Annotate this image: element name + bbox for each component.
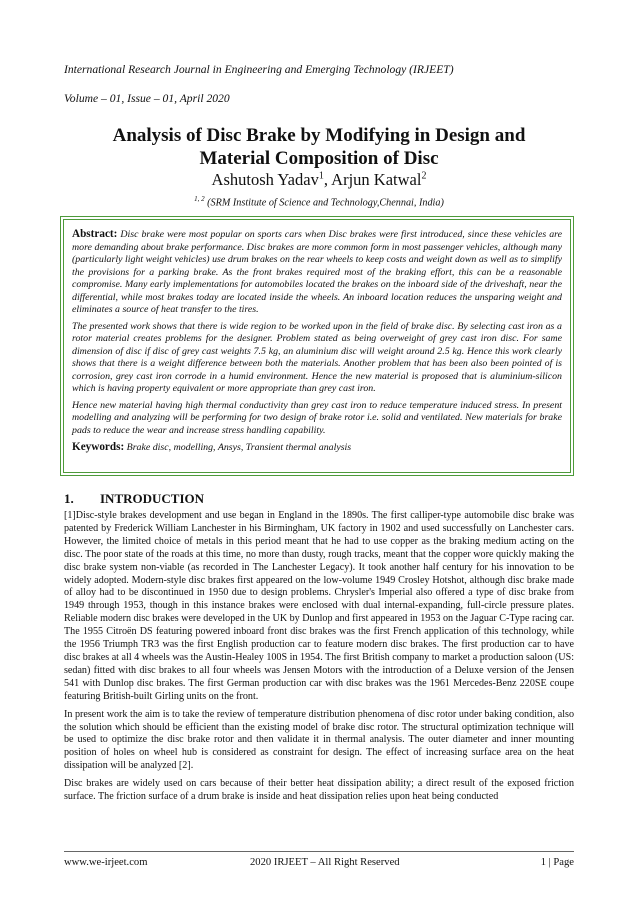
author-list (64, 170, 574, 190)
section-title: INTRODUCTION (100, 491, 205, 506)
abstract-paragraph-2: The presented work shows that there is wide region to be worked upon in the field of brake disc. By selecting cast iron as a rotor material creates problems for the designer. Problem stated as being overweight of grey cast iron disc. For same dimension of disc if disc of grey cast weights 7.5 kg, an aluminium disc will weight around 2.5 kg. Hence this work clearly shows that there is a weight difference between both the materials. Another problem that has been also been pointed of is corrosion, grey cast iron corrode in a humid environment. Hence the new material is proposed that is aluminium-silicon which is having property equivalent or more appropriate than grey cast iron. (72, 320, 562, 394)
author-separator: , (323, 170, 332, 189)
abstract-box (60, 216, 574, 476)
keywords-line (72, 441, 562, 455)
introduction-body (64, 510, 574, 809)
keywords-text: Brake disc, modelling, Ansys, Transient thermal analysis (124, 442, 352, 453)
author-1-affiliation-mark: 1 (318, 170, 324, 182)
affiliation (64, 195, 574, 208)
introduction-paragraph-3: Disc brakes are widely used on cars because of their better heat dissipation ability; a direct result of the exposed friction surface. The friction surface of a drum brake is inside and heat dissipation relies upon heat being conducted (64, 778, 574, 803)
volume-info: Volume – 01, Issue – 01, April 2020 (64, 92, 230, 105)
introduction-paragraph-2: In present work the aim is to take the review of temperature distribution phenomena of disc rotor under baking condition, also the solution which should be efficient than the existing model of brake disc rotor. The structural optimization technique will be used to optimize the disc brake rotor and then validate it in thermal analysis. The outer diameter and inner mounting position of holes on wheel hub is considered as constraint for design. The effect of increasing surface area on the heat dissipation will be analyzed [2]. (64, 708, 574, 772)
keywords-label: Keywords: (72, 441, 125, 453)
section-heading-introduction (64, 491, 204, 507)
abstract-text-1: Disc brake were most popular on sports cars when Disc brakes were first introduced, since these vehicles are more demanding about brake performance. Disc brakes are more common form in most passenger vehicles, although many (particularly light weight vehicles) use drum brakes on the rear wheels to keep costs and weight down as well as to simplify the provisions for a parking brake. As the front brakes required most of the braking effort, this can be a reasonable compromise. Many early implementations for automobiles located the brakes on the inboard side of the driveshaft, near the differential, while most brakes today are located inside the wheels. An inboard location reduces the unsparing weight and eliminates a source of heat transfer to the tires. (72, 229, 562, 315)
paper-title (64, 124, 574, 170)
abstract-paragraph-3: Hence new material having high thermal conductivity than grey cast iron to reduce temperature induced stress. In present modelling and analyzing will be performing for two design of brake rotor i.e. solid and ventilated. New materials for brake pads to reduce the wear and increase stress handling capability. (72, 399, 562, 436)
footer-page-number: 1 | Page (540, 857, 574, 868)
section-number: 1. (64, 491, 74, 506)
journal-name: International Research Journal in Engineering and Emerging Technology (IRJEET) (64, 63, 454, 76)
affiliation-marks: 1, 2 (194, 195, 205, 203)
abstract-paragraph-1 (72, 228, 562, 317)
author-2-name: Arjun Katwal (331, 170, 422, 189)
author-1-name: Ashutosh Yadav (211, 170, 319, 189)
paper-title-line-1: Analysis of Disc Brake by Modifying in Design and (112, 125, 526, 146)
introduction-paragraph-1: [1]Disc-style brakes development and use began in England in the 1890s. The first calliper-type automobile disc brake was patented by Frederick William Lanchester in his Birmingham, UK factory in 1902 and used successfully on Lanchester cars. However, the limited choice of metals in this period meant that he had to use copper as the braking medium acting on the disc. The poor state of the roads at this time, no more than dusty, rough tracks, meant that the copper wore quickly making the disc brake system non-viable (as recorded in The Lanchester Legacy). It took another half century for his innovation to be widely adopted. Modern-style disc brakes first appeared on the low-volume 1949 Crosley Hotshot, although disc brake made of alloy had to be discontinued in 1950 due to design problems. Chrysler's Imperial also offered a type of disc brake from 1949 through 1953, though in this instance brakes were enclosed with dual internal-expanding, full-circle pressure plates. Reliable modern disc brakes were developed in the UK by Dunlop and first appeared in 1953 on the Jaguar C-Type racing car. The 1955 Citroën DS featuring powered inboard front disc brakes was the first French application of this technology, while the 1956 Triumph TR3 was the first English production car to feature modern disc brakes. The first production car to have disc brakes at all 4 wheels was the Austin-Healey 100S in 1954. The first British company to market a production saloon (US: sedan) fitted with disc brakes to all four wheels was Jensen Motors with the introduction of a Deluxe version of the Jensen 541 with Dunlop disc brakes. The first German production car with disc brakes was the 1961 Mercedes-Benz 220SE coupe featuring British-built Girling units on the front. (64, 510, 574, 702)
author-2-affiliation-mark: 2 (421, 170, 427, 182)
footer-website: www.we-irjeet.com (64, 857, 148, 868)
abstract-label: Abstract: (72, 228, 118, 240)
footer-divider (64, 851, 574, 852)
affiliation-text: (SRM Institute of Science and Technology,Chennai, India) (204, 197, 444, 209)
paper-title-line-2: Material Composition of Disc (199, 148, 439, 169)
footer-copyright: 2020 IRJEET – All Right Reserved (250, 857, 400, 868)
